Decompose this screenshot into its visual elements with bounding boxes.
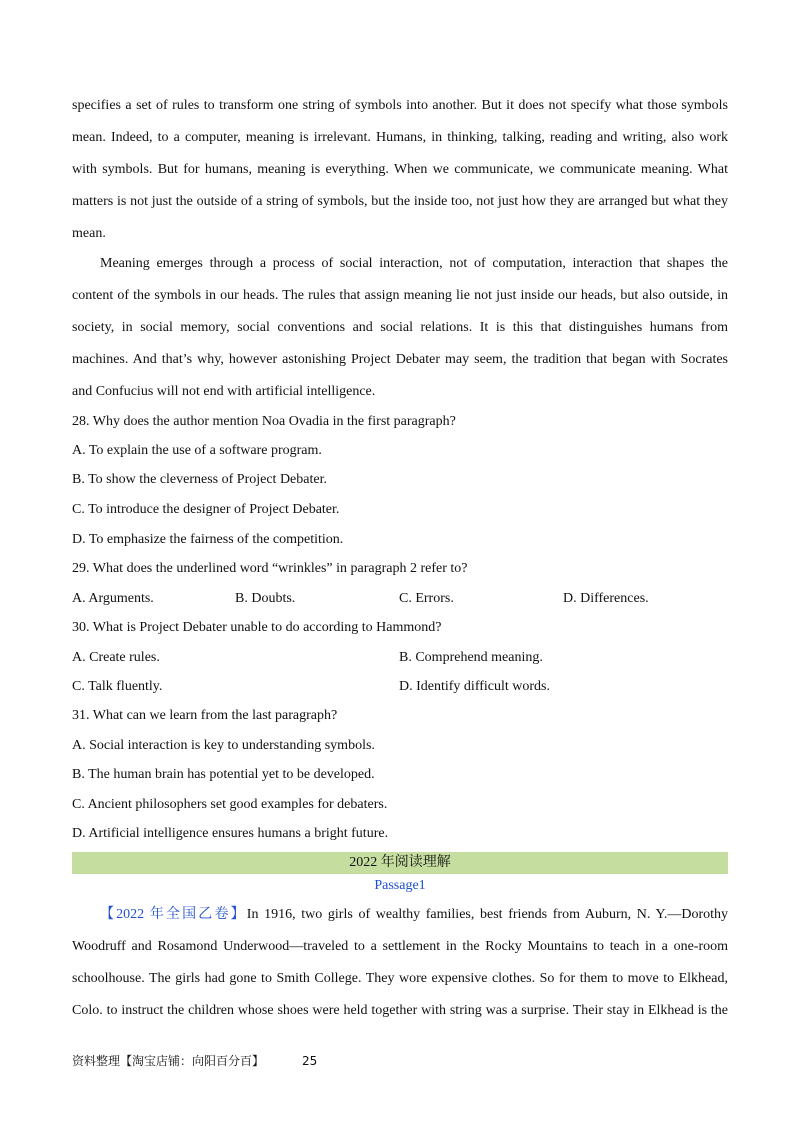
q28-option-c: C. To introduce the designer of Project Debater.: [72, 502, 340, 517]
q30-option-c: C. Talk fluently.: [72, 679, 163, 694]
paragraph-line: and Confucius will not end with artificial intelligence.: [72, 384, 376, 399]
paragraph-line: Meaning emerges through a process of social interaction, not of computation, interaction that shapes the: [100, 256, 728, 271]
paragraph-line: mean.: [72, 226, 106, 241]
paragraph-line: with symbols. But for humans, meaning is everything. When we communicate, we communicate meaning. What: [72, 162, 728, 177]
question-30: 30. What is Project Debater unable to do according to Hammond?: [72, 620, 442, 635]
footer-text: 资料整理【淘宝店铺：向阳百分百】: [72, 1054, 265, 1068]
q28-option-d: D. To emphasize the fairness of the competition.: [72, 532, 344, 547]
passage-line: schoolhouse. The girls had gone to Smith College. They wore expensive clothes. So for them to move to Elkhead,: [72, 971, 728, 986]
paragraph-line: mean. Indeed, to a computer, meaning is irrelevant. Humans, in thinking, talking, reading and writing, also work: [72, 130, 728, 145]
paragraph-line: matters is not just the outside of a string of symbols, but the inside too, not just how they are arranged but what they: [72, 194, 728, 209]
question-29: 29. What does the underlined word “wrinkles” in paragraph 2 refer to?: [72, 561, 468, 576]
paragraph-line: specifies a set of rules to transform one string of symbols into another. But it does not specify what those symbols: [72, 98, 728, 113]
q30-option-a: A. Create rules.: [72, 650, 160, 665]
q28-option-a: A. To explain the use of a software program.: [72, 443, 322, 458]
paragraph-line: society, in social memory, social conventions and social relations. It is this that distinguishes humans from: [72, 320, 728, 335]
q29-option-d: D. Differences.: [563, 591, 649, 606]
question-28: 28. Why does the author mention Noa Ovadia in the first paragraph?: [72, 414, 456, 429]
passage-line: [100, 905, 728, 925]
q30-option-d: D. Identify difficult words.: [399, 679, 550, 694]
section-title: 2022 年阅读理解: [349, 855, 451, 870]
paragraph-line: content of the symbols in our heads. The rules that assign meaning lie not just inside our heads, but also outside, in: [72, 288, 728, 303]
section-heading-bar: [72, 852, 728, 874]
q31-option-c: C. Ancient philosophers set good examples for debaters.: [72, 797, 388, 812]
q28-option-b: B. To show the cleverness of Project Debater.: [72, 472, 327, 487]
passage-line: Colo. to instruct the children whose shoes were held together with string was a surprise. Their stay in Elkhead is the: [72, 1003, 728, 1018]
q29-option-a: A. Arguments.: [72, 591, 154, 606]
paragraph-line: machines. And that’s why, however astonishing Project Debater may seem, the tradition that began with Socrates: [72, 352, 728, 367]
passage-title: Passage1: [374, 878, 426, 893]
question-31: 31. What can we learn from the last paragraph?: [72, 708, 338, 723]
source-tag: 【2022 年全国乙卷】: [100, 907, 247, 922]
q31-option-d: D. Artificial intelligence ensures humans a bright future.: [72, 826, 389, 841]
passage-text: In 1916, two girls of wealthy families, best friends from Auburn, N. Y.—Dorothy: [246, 907, 729, 922]
passage-line: Woodruff and Rosamond Underwood—traveled to a settlement in the Rocky Mountains to teach in a one-room: [72, 939, 728, 954]
page-number: 25: [302, 1054, 318, 1068]
q31-option-a: A. Social interaction is key to understanding symbols.: [72, 738, 375, 753]
q31-option-b: B. The human brain has potential yet to be developed.: [72, 767, 375, 782]
q29-option-c: C. Errors.: [399, 591, 454, 606]
q30-option-b: B. Comprehend meaning.: [399, 650, 543, 665]
q29-option-b: B. Doubts.: [235, 591, 296, 606]
